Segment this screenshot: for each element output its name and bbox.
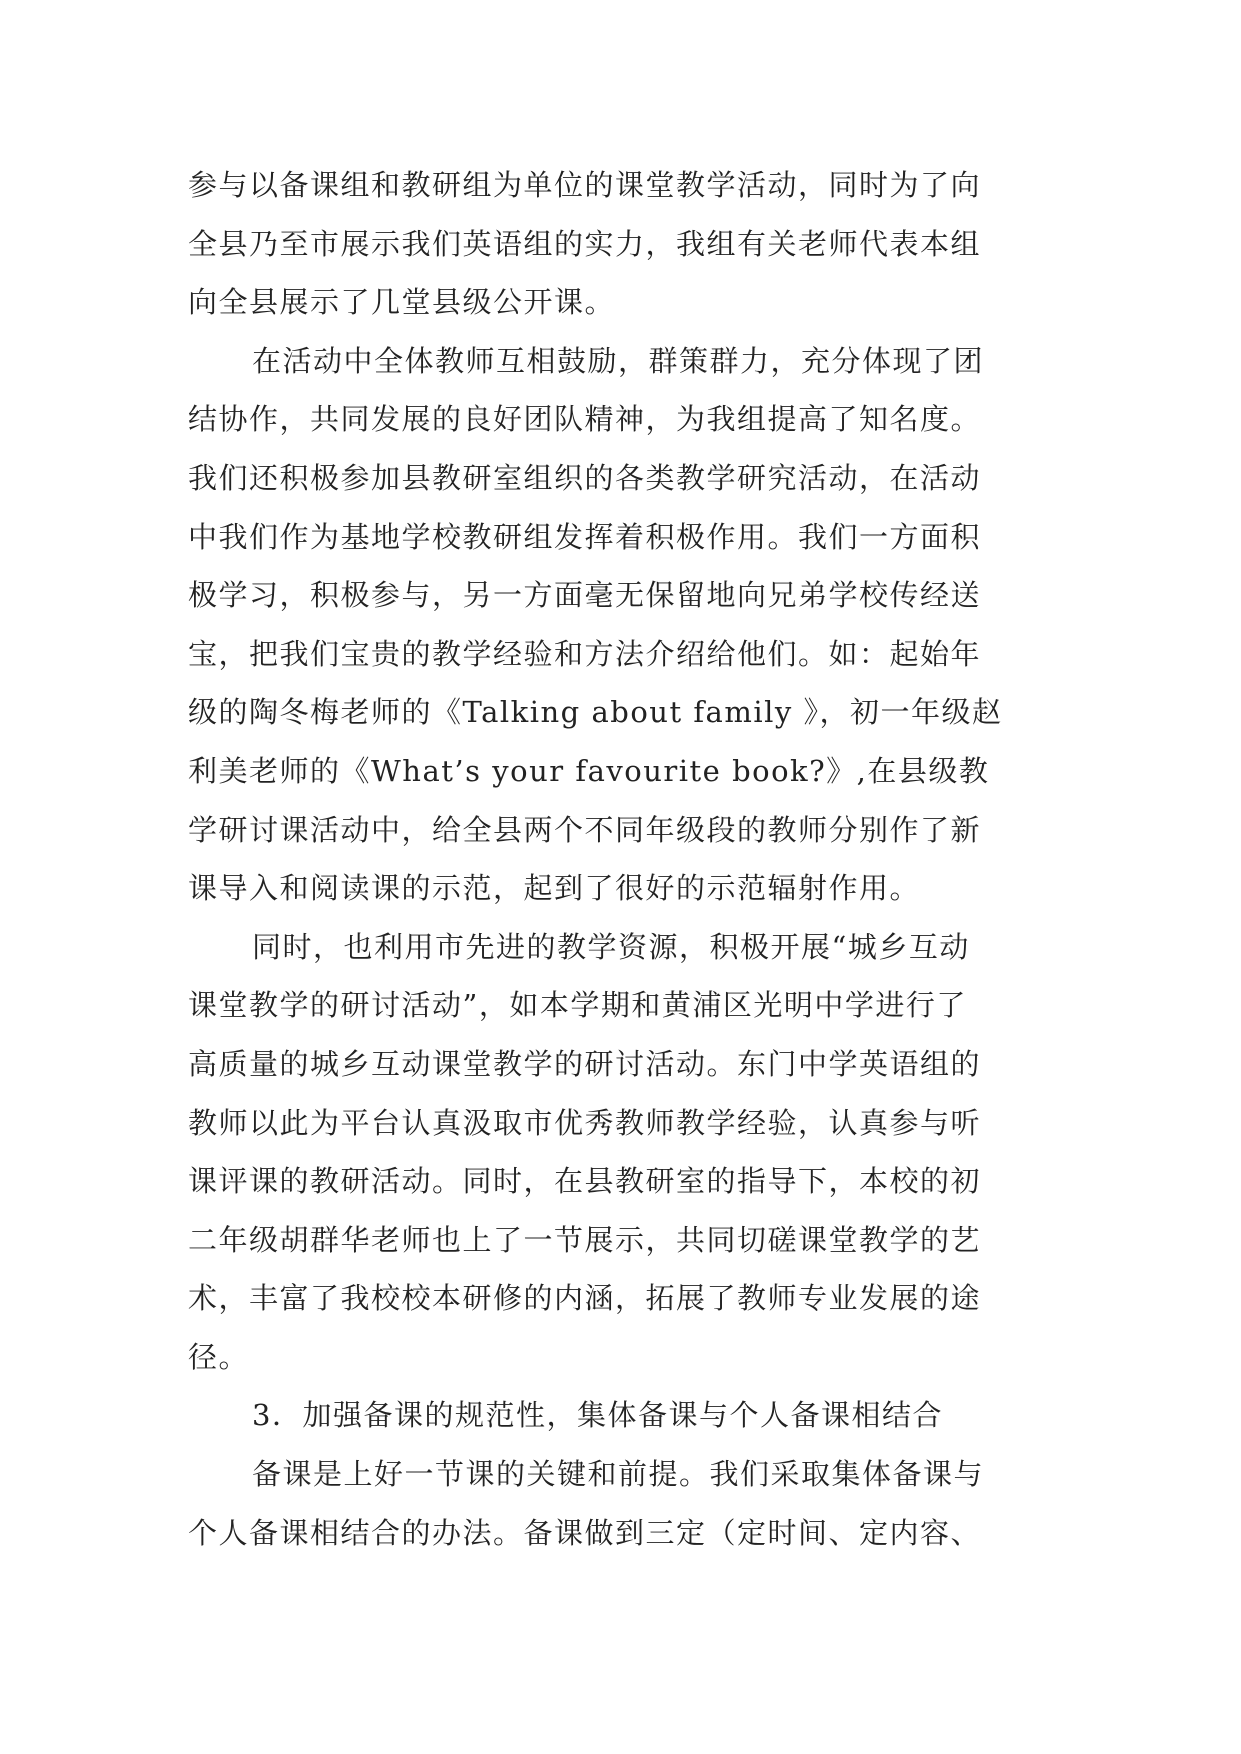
text-line: 教师以此为平台认真汲取市优秀教师教学经验，认真参与听 [188,1105,982,1140]
text-line: 高质量的城乡互动课堂教学的研讨活动。东门中学英语组的 [188,1046,982,1081]
text-line: 个人备课相结合的办法。备课做到三定（定时间、定内容、 [188,1515,982,1550]
text-line: 课评课的教研活动。同时，在县教研室的指导下，本校的初 [188,1164,982,1199]
text-line: 利美老师的《What’s your favourite book?》,在县级教 [188,753,990,788]
text-line: 课堂教学的研讨活动”，如本学期和黄浦区光明中学进行了 [188,988,967,1023]
document-body [188,156,1068,1562]
paragraph-start-line: 同时，也利用市先进的教学资源，积极开展“城乡互动 [252,929,970,964]
text-line: 二年级胡群华老师也上了一节展示，共同切磋课堂教学的艺 [188,1222,982,1257]
text-line: 向全县展示了几堂县级公开课。 [188,285,616,320]
text-line: 径。 [188,1339,250,1374]
text-line: 术，丰富了我校校本研修的内涵，拓展了教师专业发展的途 [188,1281,982,1316]
text-line: 学研讨课活动中，给全县两个不同年级段的教师分别作了新 [188,812,982,847]
text-line: 我们还积极参加县教研室组织的各类教学研究活动，在活动 [188,460,982,495]
text-line: 全县乃至市展示我们英语组的实力，我组有关老师代表本组 [188,226,982,261]
paragraph-start-line: 备课是上好一节课的关键和前提。我们采取集体备课与 [252,1457,985,1492]
text-line: 中我们作为基地学校教研组发挥着积极作用。我们一方面积 [188,519,982,554]
paragraph-start-line: 在活动中全体教师互相鼓励，群策群力，充分体现了团 [252,343,985,378]
text-line: 级的陶冬梅老师的《Talking about family 》，初一年级赵 [188,695,1003,730]
section-heading: 3．加强备课的规范性，集体备课与个人备课相结合 [252,1398,943,1433]
text-line: 参与以备课组和教研组为单位的课堂教学活动，同时为了向 [188,168,982,202]
text-line: 极学习，积极参与，另一方面毫无保留地向兄弟学校传经送 [188,578,982,613]
text-line: 宝，把我们宝贵的教学经验和方法介绍给他们。如：起始年 [188,636,982,671]
text-line: 结协作，共同发展的良好团队精神，为我组提高了知名度。 [188,402,982,437]
text-line: 课导入和阅读课的示范，起到了很好的示范辐射作用。 [188,871,921,906]
